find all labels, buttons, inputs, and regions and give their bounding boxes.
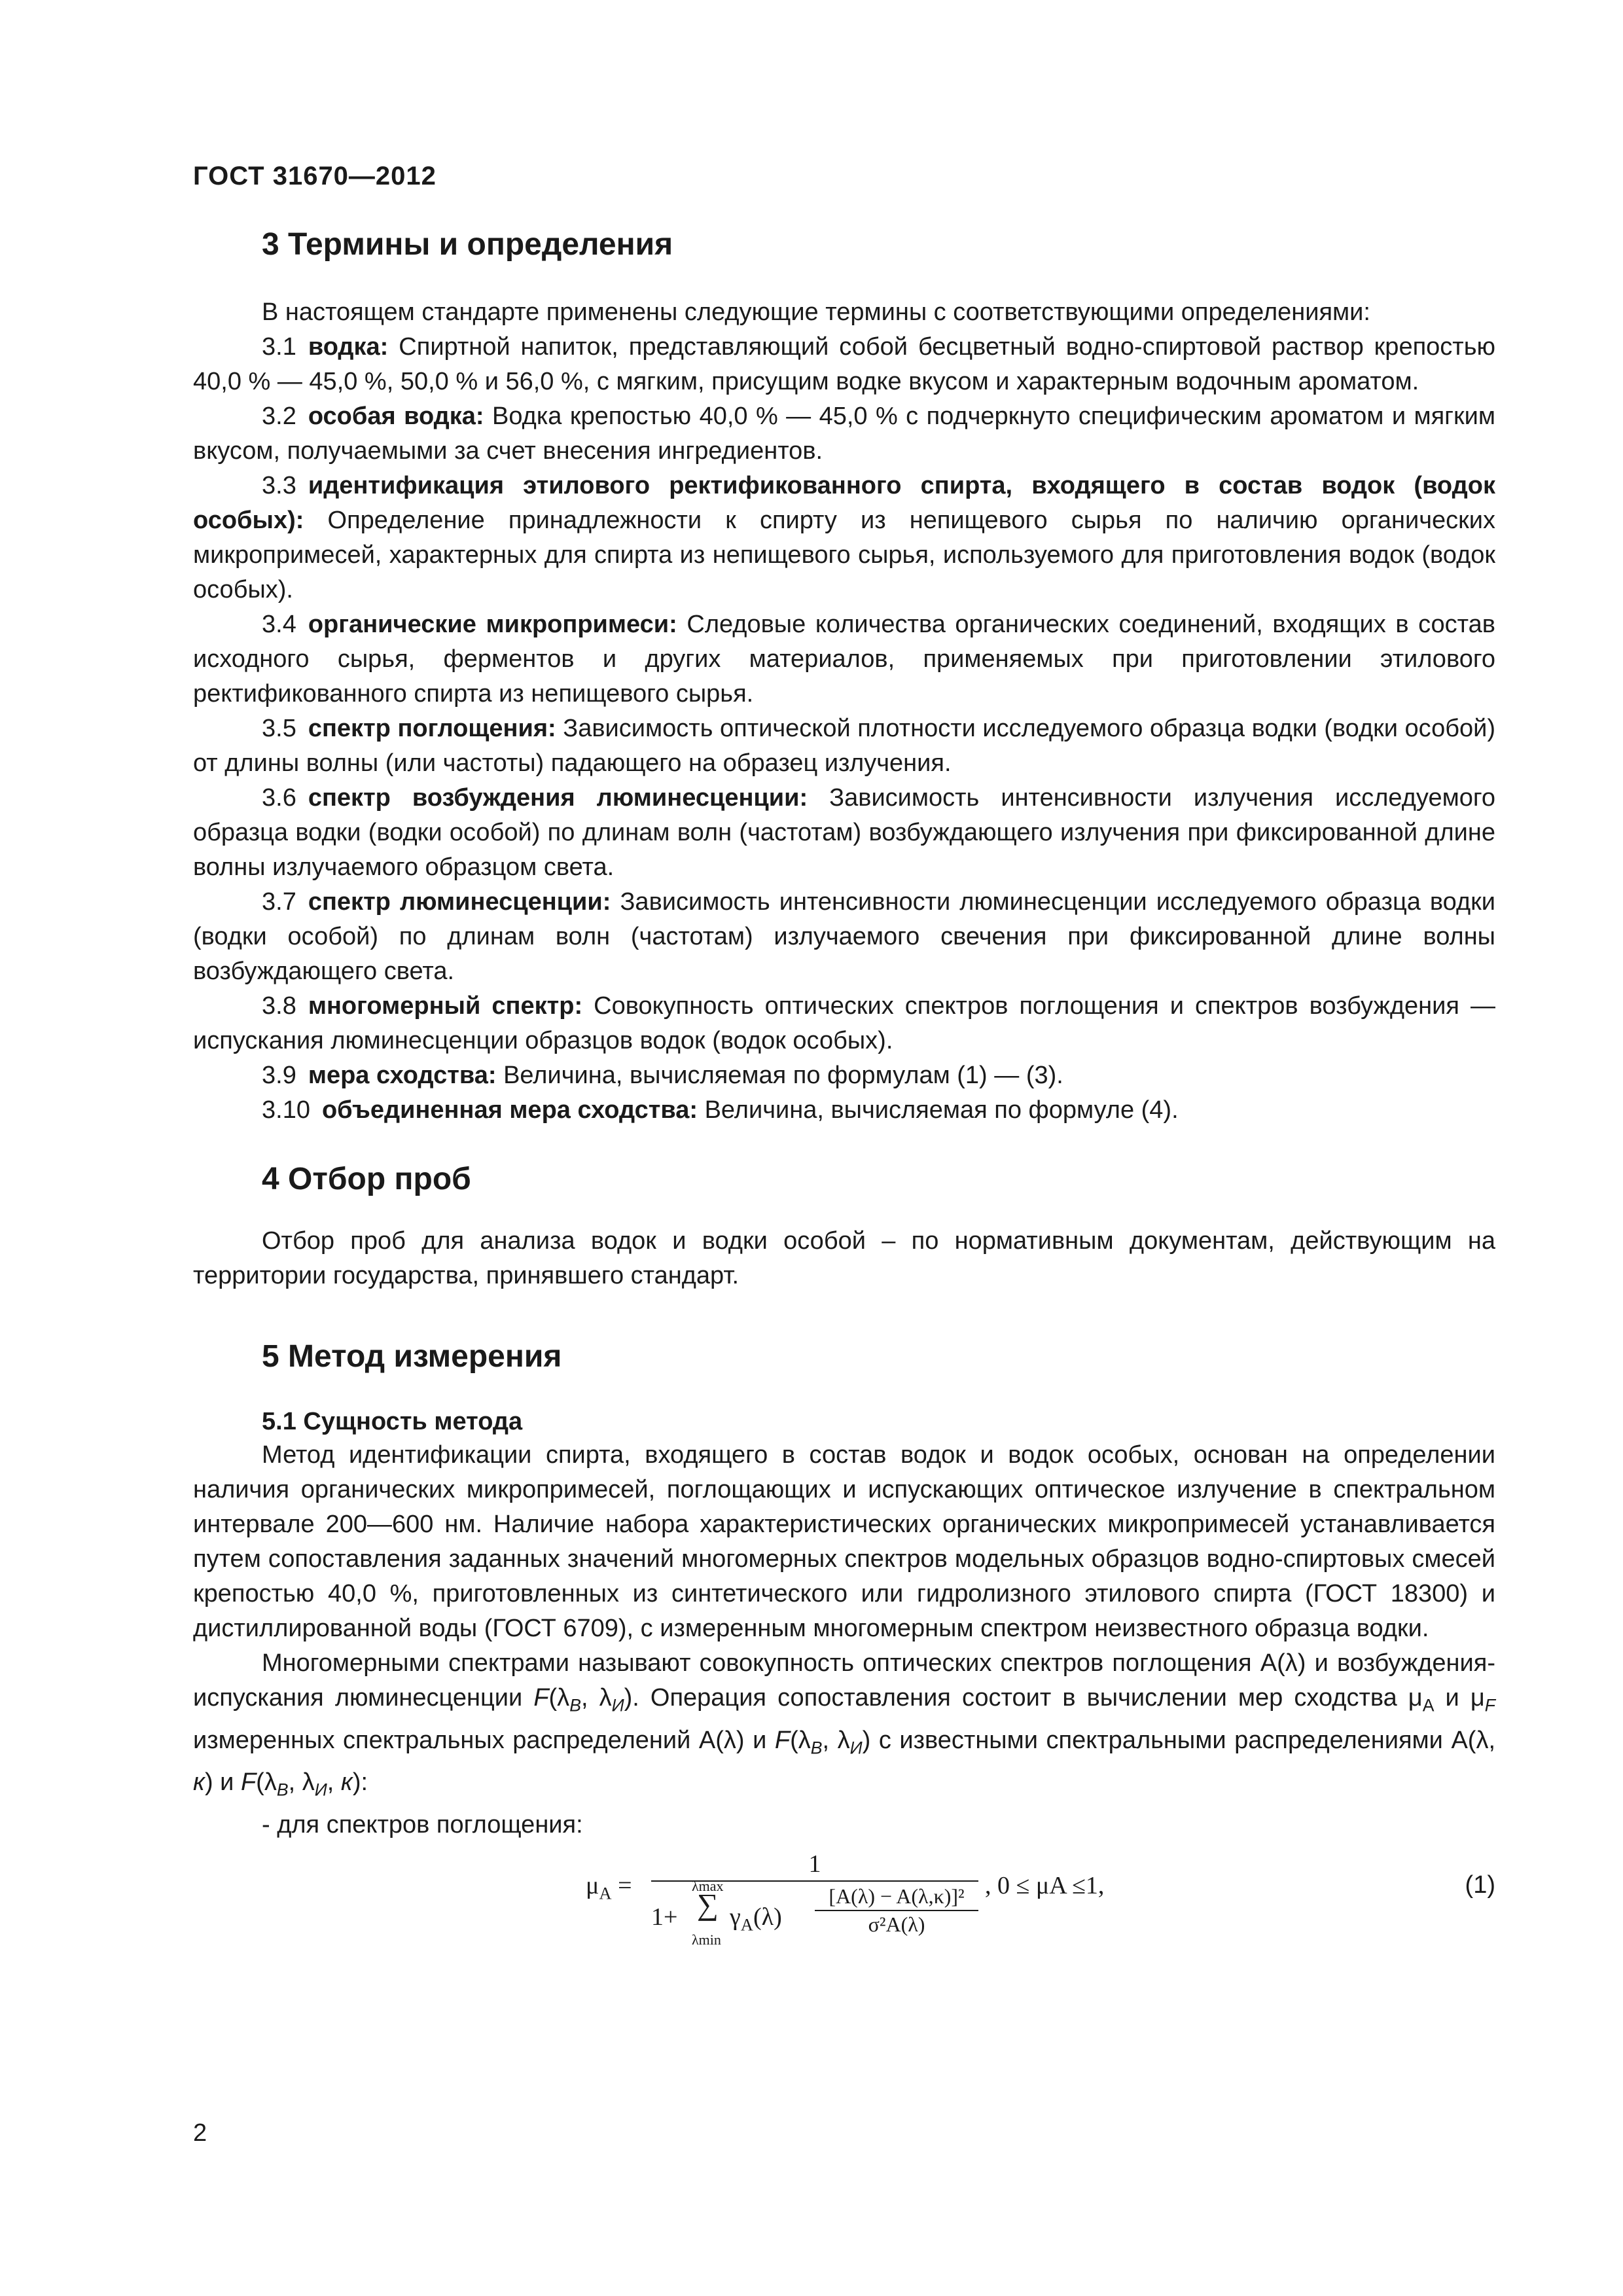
- term-name: спектр поглощения:: [308, 714, 556, 742]
- sum-symbol: ∑: [697, 1887, 719, 1921]
- term-definition: [193, 469, 1495, 607]
- term-text: Следовые количества органических соединений, входящих в состав исходного сырья, ферментов и других материалов, применяемых при приготовлении этилового ректификованного спирта из непищевого сырья.: [193, 610, 1495, 708]
- formula-lhs: $\mu_A$ =: [586, 1871, 632, 1903]
- term-text: Совокупность оптических спектров поглощения и спектров возбуждения — испускания люминесценции образцов водок (водок особых).: [193, 992, 1496, 1054]
- term-number: 3.9: [262, 1061, 296, 1089]
- term-number: 3.2: [262, 402, 296, 430]
- term-name: органические микропримеси:: [308, 610, 677, 638]
- term-definition: [193, 781, 1495, 885]
- page-number: 2: [193, 2119, 207, 2147]
- formula-denominator: 1+ λmax ∑ λmin $\gamma_A(\lambda)$ [A(λ) − A(λ,κ)]² σ²A(λ): [651, 1882, 978, 1947]
- term-text: Величина, вычисляемая по формуле (4).: [698, 1096, 1179, 1124]
- terms-list: [193, 330, 1495, 1128]
- term-name: особая водка:: [308, 402, 484, 430]
- term-number: 3.4: [262, 610, 296, 638]
- section-4-heading: 4 Отбор проб: [262, 1161, 471, 1196]
- term-definition: [193, 330, 1495, 399]
- term-number: 3.7: [262, 888, 296, 916]
- section-5-heading: 5 Метод измерения: [262, 1339, 562, 1374]
- section-4-text: Отбор проб для анализа водок и водки особой – по нормативным документам, действующим на территории государства, принявшего стандарт.: [193, 1227, 1495, 1290]
- term-text: Зависимость интенсивности излучения исследуемого образца водки (водки особой) по длинам волн (частотам) возбуждающего излучения при фиксированной длине волны излучаемого образцом света.: [193, 783, 1495, 881]
- term-definition: [193, 399, 1495, 469]
- term-number: 3.8: [262, 992, 296, 1020]
- absorption-bullet: - для спектров поглощения:: [262, 1810, 583, 1839]
- term-name: многомерный спектр:: [308, 992, 583, 1020]
- term-number: 3.6: [262, 783, 296, 812]
- method-paragraph-2: Многомерными спектрами называют совокупность оптических спектров поглощения А(λ) и возбуждения-испускания люминесценции $F(\lambda_В$, $\lambda_И$). Операция сопоставления состоит в вычислении мер сходства $\mu_A$ и $\mu_F$ измеренных спектральных распределений А(λ) и $F(\lambda_В$, $\lambda_И$) с известными спектральными распределениями А(λ, к) и $F(\lambda_В$, $\lambda_И$, к):: [193, 1649, 1495, 1800]
- term-name: спектр возбуждения люминесценции:: [308, 783, 808, 812]
- term-definition: [193, 1058, 1495, 1093]
- term-text: Определение принадлежности к спирту из непищевого сырья по наличию органических микропримесей, характерных для спирта из непищевого сырья, используемого для приготовления водок (водок особых).: [193, 506, 1495, 603]
- term-text: Зависимость интенсивности люминесценции исследуемого образца водки (водки особой) по длинам волн (частотам) излучаемого свечения при фиксированной длине волны возбуждающего света.: [193, 888, 1495, 985]
- sum-lower-limit: λmin: [692, 1931, 721, 1948]
- term-text: Водка крепостью 40,0 % — 45,0 % с подчеркнуто специфическим ароматом и мягким вкусом, получаемыми за счет внесения ингредиентов.: [193, 402, 1496, 465]
- section-3-heading: 3 Термины и определения: [262, 227, 673, 262]
- formula-number: (1): [1465, 1871, 1495, 1899]
- term-definition: [193, 1093, 1495, 1128]
- term-name: объединенная мера сходства:: [321, 1096, 698, 1124]
- inner-fraction: [A(λ) − A(λ,κ)]² σ²A(λ): [815, 1884, 978, 1937]
- term-definition: [193, 711, 1495, 781]
- term-definition: [193, 607, 1495, 711]
- term-name: идентификация этилового ректификованного спирта, входящего в состав водок (водок особых):: [193, 471, 1495, 534]
- subsection-5-1-heading: 5.1 Сущность метода: [262, 1407, 523, 1435]
- term-text: Величина, вычисляемая по формулам (1) — (3).: [496, 1061, 1063, 1089]
- term-number: 3.3: [262, 471, 296, 499]
- formula-condition: , 0 ≤ μA ≤1,: [985, 1871, 1105, 1899]
- term-number: 3.10: [262, 1096, 310, 1124]
- term-number: 3.5: [262, 714, 296, 742]
- method-paragraph-1: Метод идентификации спирта, входящего в состав водок и водок особых, основан на определении наличия органических микропримесей, поглощающих и испускающих оптическое излучение в спектральном интервале 200—600 нм. Наличие набора характеристических органических микропримесей устанавливается путем сопоставления заданных значений многомерных спектров модельных образцов водно-спиртовых смесей крепостью 40,0 %, приготовленных из синтетического или гидролизного этилового спирта (ГОСТ 18300) и дистиллированной воды (ГОСТ 6709), с измеренным многомерным спектром неизвестного образца водки.: [193, 1441, 1495, 1643]
- formula-1: [193, 1848, 1495, 1952]
- term-text: Зависимость оптической плотности исследуемого образца водки (водки особой) от длины волны (или частоты) падающего на образец излучения.: [193, 714, 1496, 777]
- section-3-intro: В настоящем стандарте применены следующие термины с соответствующими определениями:: [262, 298, 1370, 326]
- document-code: ГОСТ 31670—2012: [193, 162, 437, 190]
- sum-upper-limit: λmax: [692, 1877, 724, 1894]
- term-name: мера сходства:: [308, 1061, 497, 1089]
- formula-fraction: [651, 1848, 978, 1947]
- term-number: 3.1: [262, 332, 296, 361]
- term-name: спектр люминесценции:: [308, 888, 611, 916]
- page-content: [193, 226, 1495, 1952]
- weight-gamma: $\gamma_A(\lambda)$: [730, 1903, 782, 1935]
- term-definition: [193, 989, 1495, 1058]
- term-name: водка:: [308, 332, 389, 361]
- term-definition: [193, 885, 1495, 989]
- formula-numerator: 1: [808, 1850, 821, 1878]
- term-text: Спиртной напиток, представляющий собой бесцветный водно-спиртовой раствор крепостью 40,0 % — 45,0 %, 50,0 % и 56,0 %, с мягким, присущим водке вкусом и характерным водочным ароматом.: [193, 332, 1495, 395]
